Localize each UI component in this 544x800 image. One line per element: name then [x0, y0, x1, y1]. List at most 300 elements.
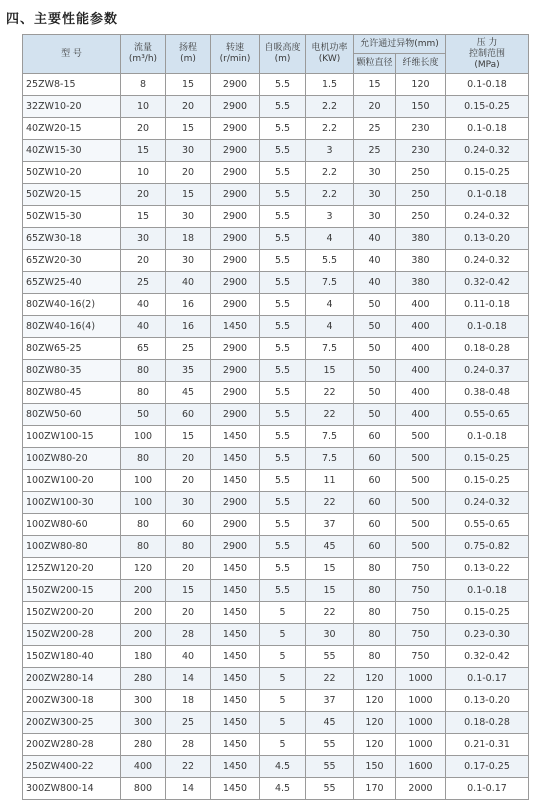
cell-suction-height: 5.5: [260, 316, 306, 338]
cell-fiber-length: 500: [396, 470, 446, 492]
cell-motor-power: 45: [306, 536, 354, 558]
cell-speed: 1450: [211, 316, 260, 338]
table-row: [23, 382, 529, 404]
header-motor-power: 电机功率 (KW): [306, 35, 354, 74]
cell-motor-power: 45: [306, 712, 354, 734]
cell-pressure-range: 0.24-0.32: [446, 492, 529, 514]
cell-suction-height: 5: [260, 646, 306, 668]
table-row: [23, 338, 529, 360]
cell-speed: 1450: [211, 470, 260, 492]
cell-speed: 2900: [211, 382, 260, 404]
cell-model: 80ZW40-16(2): [23, 294, 121, 316]
cell-head: 30: [166, 250, 211, 272]
cell-pressure-range: 0.15-0.25: [446, 448, 529, 470]
cell-suction-height: 5.5: [260, 162, 306, 184]
cell-motor-power: 15: [306, 558, 354, 580]
cell-head: 14: [166, 668, 211, 690]
cell-flow: 25: [121, 272, 166, 294]
table-row: [23, 690, 529, 712]
cell-pressure-range: 0.18-0.28: [446, 712, 529, 734]
cell-fiber-length: 400: [396, 294, 446, 316]
table-row: [23, 140, 529, 162]
cell-speed: 1450: [211, 624, 260, 646]
cell-fiber-length: 1000: [396, 668, 446, 690]
cell-suction-height: 5.5: [260, 470, 306, 492]
cell-motor-power: 11: [306, 470, 354, 492]
cell-particle-diameter: 80: [354, 624, 396, 646]
cell-speed: 2900: [211, 206, 260, 228]
cell-motor-power: 5.5: [306, 250, 354, 272]
cell-head: 30: [166, 140, 211, 162]
cell-suction-height: 5.5: [260, 74, 306, 96]
cell-motor-power: 30: [306, 624, 354, 646]
cell-particle-diameter: 50: [354, 404, 396, 426]
cell-flow: 400: [121, 756, 166, 778]
cell-model: 50ZW10-20: [23, 162, 121, 184]
cell-head: 60: [166, 514, 211, 536]
cell-flow: 40: [121, 294, 166, 316]
cell-pressure-range: 0.1-0.18: [446, 118, 529, 140]
table-row: [23, 624, 529, 646]
cell-flow: 20: [121, 184, 166, 206]
table-row: [23, 162, 529, 184]
cell-speed: 2900: [211, 74, 260, 96]
cell-motor-power: 7.5: [306, 338, 354, 360]
cell-motor-power: 22: [306, 492, 354, 514]
cell-fiber-length: 750: [396, 646, 446, 668]
cell-particle-diameter: 150: [354, 756, 396, 778]
cell-speed: 2900: [211, 96, 260, 118]
table-row: [23, 470, 529, 492]
cell-pressure-range: 0.1-0.18: [446, 184, 529, 206]
cell-motor-power: 55: [306, 778, 354, 800]
cell-fiber-length: 400: [396, 404, 446, 426]
cell-model: 150ZW200-28: [23, 624, 121, 646]
cell-speed: 2900: [211, 272, 260, 294]
cell-fiber-length: 400: [396, 316, 446, 338]
cell-head: 16: [166, 294, 211, 316]
header-particle-diameter: 颗粒直径: [354, 54, 396, 74]
cell-particle-diameter: 30: [354, 206, 396, 228]
cell-particle-diameter: 120: [354, 690, 396, 712]
cell-flow: 280: [121, 668, 166, 690]
cell-particle-diameter: 50: [354, 382, 396, 404]
cell-flow: 80: [121, 514, 166, 536]
cell-fiber-length: 750: [396, 602, 446, 624]
cell-head: 30: [166, 492, 211, 514]
table-row: [23, 404, 529, 426]
cell-particle-diameter: 60: [354, 426, 396, 448]
cell-flow: 80: [121, 382, 166, 404]
cell-particle-diameter: 80: [354, 602, 396, 624]
cell-model: 100ZW80-80: [23, 536, 121, 558]
cell-speed: 2900: [211, 404, 260, 426]
cell-model: 80ZW40-16(4): [23, 316, 121, 338]
cell-motor-power: 2.2: [306, 118, 354, 140]
cell-flow: 50: [121, 404, 166, 426]
cell-flow: 200: [121, 602, 166, 624]
cell-head: 16: [166, 316, 211, 338]
cell-flow: 30: [121, 228, 166, 250]
table-row: [23, 316, 529, 338]
cell-suction-height: 4.5: [260, 778, 306, 800]
cell-fiber-length: 1600: [396, 756, 446, 778]
cell-flow: 15: [121, 140, 166, 162]
cell-speed: 1450: [211, 426, 260, 448]
cell-particle-diameter: 40: [354, 250, 396, 272]
cell-flow: 300: [121, 690, 166, 712]
cell-pressure-range: 0.1-0.18: [446, 316, 529, 338]
table-row: [23, 118, 529, 140]
cell-motor-power: 37: [306, 690, 354, 712]
cell-speed: 1450: [211, 668, 260, 690]
cell-pressure-range: 0.1-0.17: [446, 778, 529, 800]
cell-model: 250ZW400-22: [23, 756, 121, 778]
cell-speed: 2900: [211, 294, 260, 316]
table-row: [23, 426, 529, 448]
cell-particle-diameter: 120: [354, 734, 396, 756]
cell-head: 45: [166, 382, 211, 404]
cell-suction-height: 5: [260, 690, 306, 712]
cell-particle-diameter: 80: [354, 558, 396, 580]
cell-suction-height: 5.5: [260, 492, 306, 514]
cell-suction-height: 5.5: [260, 514, 306, 536]
cell-flow: 800: [121, 778, 166, 800]
cell-motor-power: 7.5: [306, 448, 354, 470]
cell-flow: 8: [121, 74, 166, 96]
cell-motor-power: 22: [306, 668, 354, 690]
cell-pressure-range: 0.1-0.18: [446, 74, 529, 96]
cell-flow: 10: [121, 162, 166, 184]
cell-suction-height: 5.5: [260, 140, 306, 162]
cell-speed: 2900: [211, 118, 260, 140]
cell-fiber-length: 400: [396, 360, 446, 382]
table-row: [23, 448, 529, 470]
header-foreign-matter: 允许通过异物(mm): [354, 35, 446, 54]
cell-suction-height: 5.5: [260, 118, 306, 140]
cell-particle-diameter: 120: [354, 712, 396, 734]
cell-suction-height: 5.5: [260, 580, 306, 602]
table-row: [23, 250, 529, 272]
cell-suction-height: 5.5: [260, 382, 306, 404]
cell-model: 65ZW30-18: [23, 228, 121, 250]
cell-speed: 1450: [211, 756, 260, 778]
cell-pressure-range: 0.75-0.82: [446, 536, 529, 558]
cell-pressure-range: 0.1-0.18: [446, 580, 529, 602]
cell-motor-power: 15: [306, 580, 354, 602]
cell-head: 15: [166, 184, 211, 206]
cell-speed: 1450: [211, 690, 260, 712]
cell-pressure-range: 0.24-0.37: [446, 360, 529, 382]
cell-speed: 1450: [211, 558, 260, 580]
cell-model: 50ZW20-15: [23, 184, 121, 206]
cell-motor-power: 55: [306, 646, 354, 668]
cell-pressure-range: 0.17-0.25: [446, 756, 529, 778]
cell-fiber-length: 380: [396, 272, 446, 294]
cell-motor-power: 37: [306, 514, 354, 536]
cell-model: 100ZW100-30: [23, 492, 121, 514]
cell-particle-diameter: 40: [354, 228, 396, 250]
cell-particle-diameter: 15: [354, 74, 396, 96]
cell-suction-height: 5.5: [260, 272, 306, 294]
cell-head: 28: [166, 624, 211, 646]
cell-fiber-length: 380: [396, 250, 446, 272]
table-row: [23, 294, 529, 316]
cell-motor-power: 2.2: [306, 96, 354, 118]
cell-flow: 20: [121, 118, 166, 140]
cell-speed: 2900: [211, 492, 260, 514]
cell-head: 22: [166, 756, 211, 778]
cell-model: 200ZW280-14: [23, 668, 121, 690]
cell-pressure-range: 0.13-0.20: [446, 228, 529, 250]
cell-pressure-range: 0.15-0.25: [446, 162, 529, 184]
cell-motor-power: 7.5: [306, 272, 354, 294]
cell-pressure-range: 0.15-0.25: [446, 602, 529, 624]
header-flow: 流量 (m³/h): [121, 35, 166, 74]
cell-motor-power: 55: [306, 734, 354, 756]
header-suction-height: 自吸高度 (m): [260, 35, 306, 74]
table-row: [23, 756, 529, 778]
cell-model: 40ZW15-30: [23, 140, 121, 162]
cell-fiber-length: 250: [396, 162, 446, 184]
cell-pressure-range: 0.13-0.20: [446, 690, 529, 712]
cell-model: 150ZW180-40: [23, 646, 121, 668]
cell-pressure-range: 0.1-0.17: [446, 668, 529, 690]
cell-fiber-length: 500: [396, 492, 446, 514]
cell-fiber-length: 250: [396, 184, 446, 206]
cell-motor-power: 2.2: [306, 162, 354, 184]
cell-fiber-length: 400: [396, 338, 446, 360]
cell-suction-height: 5.5: [260, 96, 306, 118]
cell-head: 20: [166, 448, 211, 470]
table-row: [23, 668, 529, 690]
cell-speed: 2900: [211, 250, 260, 272]
cell-speed: 1450: [211, 602, 260, 624]
cell-model: 32ZW10-20: [23, 96, 121, 118]
cell-pressure-range: 0.24-0.32: [446, 140, 529, 162]
cell-pressure-range: 0.38-0.48: [446, 382, 529, 404]
table-row: [23, 734, 529, 756]
cell-speed: 2900: [211, 536, 260, 558]
cell-flow: 10: [121, 96, 166, 118]
cell-motor-power: 4: [306, 228, 354, 250]
cell-suction-height: 5: [260, 712, 306, 734]
cell-particle-diameter: 25: [354, 118, 396, 140]
cell-motor-power: 15: [306, 360, 354, 382]
header-fiber-length: 纤维长度: [396, 54, 446, 74]
cell-particle-diameter: 60: [354, 514, 396, 536]
cell-suction-height: 5.5: [260, 558, 306, 580]
table-row: [23, 228, 529, 250]
cell-pressure-range: 0.21-0.31: [446, 734, 529, 756]
cell-motor-power: 22: [306, 404, 354, 426]
cell-flow: 15: [121, 206, 166, 228]
cell-fiber-length: 380: [396, 228, 446, 250]
cell-fiber-length: 2000: [396, 778, 446, 800]
cell-flow: 300: [121, 712, 166, 734]
cell-head: 18: [166, 228, 211, 250]
cell-fiber-length: 500: [396, 448, 446, 470]
cell-particle-diameter: 80: [354, 646, 396, 668]
header-pressure-range: 压 力 控制范围 (MPa): [446, 35, 529, 74]
cell-particle-diameter: 60: [354, 536, 396, 558]
cell-speed: 2900: [211, 184, 260, 206]
cell-speed: 2900: [211, 140, 260, 162]
cell-particle-diameter: 60: [354, 470, 396, 492]
cell-flow: 100: [121, 426, 166, 448]
cell-particle-diameter: 170: [354, 778, 396, 800]
cell-suction-height: 5: [260, 734, 306, 756]
cell-speed: 2900: [211, 360, 260, 382]
cell-suction-height: 5.5: [260, 360, 306, 382]
table-row: [23, 602, 529, 624]
cell-flow: 100: [121, 492, 166, 514]
cell-particle-diameter: 25: [354, 140, 396, 162]
cell-suction-height: 5.5: [260, 206, 306, 228]
cell-suction-height: 4.5: [260, 756, 306, 778]
cell-head: 14: [166, 778, 211, 800]
cell-head: 40: [166, 272, 211, 294]
cell-pressure-range: 0.55-0.65: [446, 514, 529, 536]
cell-speed: 1450: [211, 448, 260, 470]
cell-suction-height: 5.5: [260, 294, 306, 316]
cell-suction-height: 5: [260, 668, 306, 690]
cell-suction-height: 5: [260, 624, 306, 646]
cell-pressure-range: 0.32-0.42: [446, 272, 529, 294]
cell-pressure-range: 0.24-0.32: [446, 250, 529, 272]
cell-suction-height: 5.5: [260, 448, 306, 470]
cell-head: 20: [166, 602, 211, 624]
cell-particle-diameter: 50: [354, 294, 396, 316]
cell-pressure-range: 0.24-0.32: [446, 206, 529, 228]
cell-particle-diameter: 50: [354, 360, 396, 382]
cell-pressure-range: 0.11-0.18: [446, 294, 529, 316]
cell-head: 35: [166, 360, 211, 382]
cell-motor-power: 4: [306, 294, 354, 316]
cell-head: 15: [166, 118, 211, 140]
table-row: [23, 184, 529, 206]
cell-suction-height: 5.5: [260, 536, 306, 558]
cell-fiber-length: 750: [396, 624, 446, 646]
cell-particle-diameter: 30: [354, 184, 396, 206]
cell-speed: 1450: [211, 712, 260, 734]
cell-particle-diameter: 20: [354, 96, 396, 118]
table-row: [23, 514, 529, 536]
table-row: [23, 536, 529, 558]
cell-flow: 80: [121, 360, 166, 382]
cell-fiber-length: 500: [396, 426, 446, 448]
cell-speed: 2900: [211, 228, 260, 250]
cell-fiber-length: 500: [396, 514, 446, 536]
cell-head: 60: [166, 404, 211, 426]
cell-motor-power: 1.5: [306, 74, 354, 96]
cell-fiber-length: 750: [396, 558, 446, 580]
cell-head: 80: [166, 536, 211, 558]
cell-flow: 80: [121, 448, 166, 470]
cell-suction-height: 5.5: [260, 250, 306, 272]
cell-model: 100ZW80-20: [23, 448, 121, 470]
table-row: [23, 206, 529, 228]
cell-model: 100ZW80-60: [23, 514, 121, 536]
cell-fiber-length: 1000: [396, 734, 446, 756]
cell-pressure-range: 0.32-0.42: [446, 646, 529, 668]
performance-table-wrapper: [22, 34, 528, 800]
cell-pressure-range: 0.1-0.18: [446, 426, 529, 448]
cell-pressure-range: 0.55-0.65: [446, 404, 529, 426]
table-row: [23, 646, 529, 668]
cell-fiber-length: 250: [396, 206, 446, 228]
header-speed: 转速 (r/min): [211, 35, 260, 74]
header-model: 型 号: [23, 35, 121, 74]
cell-pressure-range: 0.13-0.22: [446, 558, 529, 580]
table-body: [23, 74, 529, 800]
cell-flow: 180: [121, 646, 166, 668]
cell-model: 65ZW20-30: [23, 250, 121, 272]
cell-flow: 200: [121, 580, 166, 602]
table-row: [23, 778, 529, 800]
table-row: [23, 272, 529, 294]
cell-suction-height: 5.5: [260, 184, 306, 206]
cell-motor-power: 22: [306, 382, 354, 404]
cell-fiber-length: 1000: [396, 690, 446, 712]
cell-head: 15: [166, 580, 211, 602]
section-title: 四、主要性能参数: [6, 12, 119, 27]
cell-fiber-length: 120: [396, 74, 446, 96]
table-row: [23, 74, 529, 96]
cell-particle-diameter: 120: [354, 668, 396, 690]
cell-motor-power: 3: [306, 140, 354, 162]
cell-motor-power: 3: [306, 206, 354, 228]
cell-head: 18: [166, 690, 211, 712]
cell-model: 100ZW100-20: [23, 470, 121, 492]
cell-head: 15: [166, 74, 211, 96]
cell-model: 100ZW100-15: [23, 426, 121, 448]
cell-motor-power: 7.5: [306, 426, 354, 448]
cell-model: 80ZW80-45: [23, 382, 121, 404]
cell-head: 25: [166, 712, 211, 734]
cell-flow: 20: [121, 250, 166, 272]
cell-fiber-length: 150: [396, 96, 446, 118]
cell-head: 25: [166, 338, 211, 360]
cell-particle-diameter: 60: [354, 448, 396, 470]
cell-fiber-length: 500: [396, 536, 446, 558]
cell-flow: 280: [121, 734, 166, 756]
cell-pressure-range: 0.23-0.30: [446, 624, 529, 646]
table-row: [23, 360, 529, 382]
cell-flow: 120: [121, 558, 166, 580]
cell-fiber-length: 750: [396, 580, 446, 602]
cell-model: 50ZW15-30: [23, 206, 121, 228]
table-row: [23, 580, 529, 602]
cell-model: 150ZW200-15: [23, 580, 121, 602]
cell-speed: 2900: [211, 338, 260, 360]
cell-pressure-range: 0.18-0.28: [446, 338, 529, 360]
cell-head: 20: [166, 470, 211, 492]
cell-head: 20: [166, 558, 211, 580]
cell-model: 80ZW80-35: [23, 360, 121, 382]
table-row: [23, 558, 529, 580]
cell-motor-power: 2.2: [306, 184, 354, 206]
table-row: [23, 712, 529, 734]
cell-model: 200ZW300-18: [23, 690, 121, 712]
performance-table: [22, 34, 529, 800]
cell-flow: 100: [121, 470, 166, 492]
cell-flow: 200: [121, 624, 166, 646]
cell-model: 80ZW50-60: [23, 404, 121, 426]
cell-head: 15: [166, 426, 211, 448]
cell-speed: 1450: [211, 778, 260, 800]
cell-speed: 1450: [211, 646, 260, 668]
